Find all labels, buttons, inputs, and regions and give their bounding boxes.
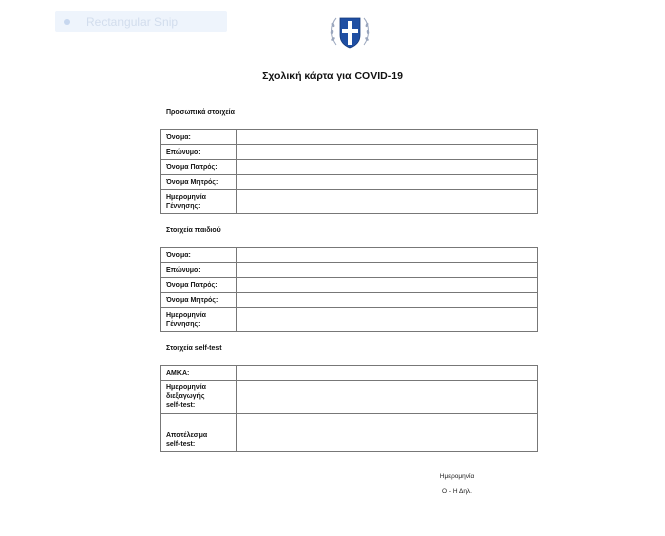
field-label: Ημερομηνία Γέννησης: xyxy=(161,308,237,332)
field-label: Ημερομηνία διεξαγωγής self-test: xyxy=(161,381,237,414)
field-label: Ημερομηνία Γέννησης: xyxy=(161,190,237,214)
table-row xyxy=(161,190,538,214)
field-label: ΑΜΚΑ: xyxy=(161,366,237,381)
field-input[interactable] xyxy=(237,293,538,308)
field-label: Όνομα Πατρός: xyxy=(161,160,237,175)
table-row xyxy=(161,145,538,160)
field-input[interactable] xyxy=(237,145,538,160)
field-input[interactable] xyxy=(237,175,538,190)
section-heading-child: Στοιχεία παιδιού xyxy=(166,227,221,234)
field-input[interactable] xyxy=(237,130,538,145)
field-label: Όνομα: xyxy=(161,248,237,263)
table-row xyxy=(161,293,538,308)
field-label: Όνομα: xyxy=(161,130,237,145)
field-label: Επώνυμο: xyxy=(161,145,237,160)
field-input[interactable] xyxy=(237,160,538,175)
table-row xyxy=(161,381,538,414)
field-label: Όνομα Μητρός: xyxy=(161,293,237,308)
field-input[interactable] xyxy=(237,278,538,293)
snip-mode-icon xyxy=(64,19,70,25)
greek-state-emblem xyxy=(327,11,373,53)
table-row xyxy=(161,175,538,190)
snip-mode-label: Rectangular Snip xyxy=(86,14,179,29)
table-row xyxy=(161,130,538,145)
table-row xyxy=(161,366,538,381)
date-label: Ημερομηνία xyxy=(439,473,475,480)
field-input[interactable] xyxy=(237,308,538,332)
document-title: Σχολική κάρτα για COVID-19 xyxy=(262,70,403,82)
field-label: Όνομα Μητρός: xyxy=(161,175,237,190)
table-row xyxy=(161,308,538,332)
signature-label: Ο - Η Δηλ. xyxy=(442,488,472,495)
table-row xyxy=(161,278,538,293)
child-details-table xyxy=(160,247,538,332)
field-label: Αποτέλεσμα self-test: xyxy=(161,414,237,452)
section-heading-personal: Προσωπικά στοιχεία xyxy=(166,109,235,116)
rectangular-snip-toolbar[interactable] xyxy=(55,11,227,32)
table-row xyxy=(161,160,538,175)
self-test-table xyxy=(160,365,538,452)
personal-details-table xyxy=(160,129,538,214)
field-input[interactable] xyxy=(237,190,538,214)
field-label: Όνομα Πατρός: xyxy=(161,278,237,293)
field-input[interactable] xyxy=(237,248,538,263)
field-input[interactable] xyxy=(237,366,538,381)
field-input[interactable] xyxy=(237,381,538,414)
table-row xyxy=(161,414,538,452)
section-heading-self-test: Στοιχεία self-test xyxy=(166,345,222,352)
field-input[interactable] xyxy=(237,414,538,452)
table-row xyxy=(161,248,538,263)
field-label: Επώνυμο: xyxy=(161,263,237,278)
field-input[interactable] xyxy=(237,263,538,278)
table-row xyxy=(161,263,538,278)
